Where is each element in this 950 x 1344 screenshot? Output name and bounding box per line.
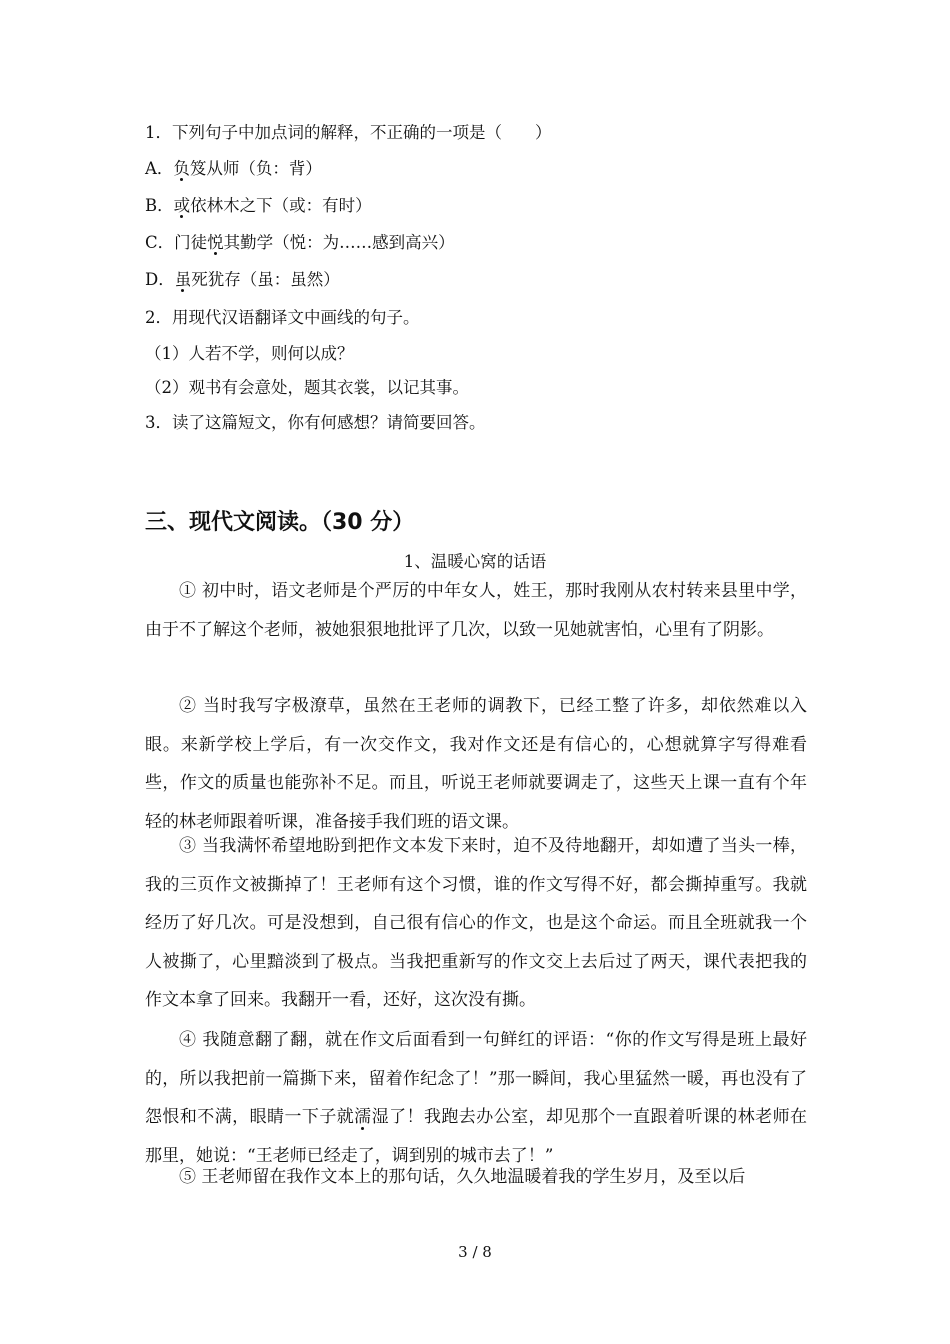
- option-c-prefix: C．门徒: [145, 233, 208, 252]
- option-a-dotted-word: 负: [173, 159, 190, 178]
- paragraph-1: ① 初中时，语文老师是个严厉的中年女人，姓王，那时我刚从农村转来县里中学，由于不了解这个老师，被她狠狠地批评了几次，以致一见她就害怕，心里有了阴影。: [145, 581, 807, 640]
- question-2-part-1: （1）人若不学，则何以成？: [145, 344, 354, 363]
- option-b-dotted-word: 或: [173, 196, 191, 215]
- option-a: [145, 158, 322, 180]
- option-d-dotted-word: 虽: [174, 270, 192, 289]
- question-2: 2．用现代汉语翻译文中画线的句子。: [145, 308, 420, 327]
- question-1: 1．下列句子中加点词的解释，不正确的一项是（ ）: [145, 123, 552, 142]
- option-c-text: 其勤学（悦：为……感到高兴）: [223, 233, 455, 252]
- question-3: 3．读了这篇短文，你有何感想？请简要回答。: [145, 413, 486, 432]
- option-c: [145, 232, 455, 254]
- paragraph-2: ② 当时我写字极潦草，虽然在王老师的调教下，已经工整了许多，却依然难以入眼。来新学校上学后，有一次交作文，我对作文还是有信心的，心想就算字写得难看些，作文的质量也能弥补不足。而且，听说王老师就要调走了，这些天上课一直有个年轻的林老师跟着听课，准备接手我们班的语文课。: [145, 696, 807, 832]
- option-d: [145, 269, 340, 291]
- paragraph-4-text-b: 湿了！我跑去办公室，却见那个一直跟着听课的林老师在那里，她说：“王老师已经走了，调到别的城市去了！”: [145, 1107, 808, 1166]
- paragraph-3: ③ 当我满怀希望地盼到把作文本发下来时，迫不及待地翻开，却如遭了当头一棒，我的三页作文被撕掉了！王老师有这个习惯，谁的作文写得不好，都会撕掉重写。我就经历了好几次。可是没想到，自己很有信心的作文，也是这个命运。而且全班就我一个人被撕了，心里黯淡到了极点。当我把重新写的作文交上去后过了两天，课代表把我的作文本拿了回来。我翻开一看，还好，这次没有撕。: [145, 836, 807, 1010]
- article-title: 1、温暖心窝的话语: [403, 552, 547, 571]
- paragraph-5: ⑤ 王老师留在我作文本上的那句话，久久地温暖着我的学生岁月，及至以后: [179, 1167, 746, 1187]
- option-b: [145, 195, 372, 217]
- question-2-part-2: （2）观书有会意处，题其衣裳，以记其事。: [145, 378, 469, 397]
- option-c-dotted-word: 悦: [207, 233, 224, 252]
- option-b-prefix: B．: [145, 196, 174, 215]
- option-d-text: 死犹存（虽：虽然）: [191, 270, 340, 289]
- option-a-text: 笈从师（负：背）: [189, 159, 322, 178]
- page-number: 3 / 8: [458, 1243, 492, 1261]
- option-b-text: 依林木之下（或：有时）: [190, 196, 372, 215]
- option-d-prefix: D．: [145, 270, 175, 289]
- section-heading: 三、现代文阅读。（30 分）: [145, 510, 415, 535]
- paragraph-4-dotted-word: 濡: [354, 1107, 372, 1127]
- paragraph-4: [145, 1021, 807, 1175]
- option-a-prefix: A．: [145, 159, 174, 178]
- paragraph-4-text-a: ④ 我随意翻了翻，就在作文后面看到一句鲜红的评语：“你的作文写得是班上最好的，所以我把前一篇撕下来，留着作纪念了！”那一瞬间，我心里猛然一暖，再也没有了怨恨和不满，眼睛一下子就: [145, 1030, 807, 1127]
